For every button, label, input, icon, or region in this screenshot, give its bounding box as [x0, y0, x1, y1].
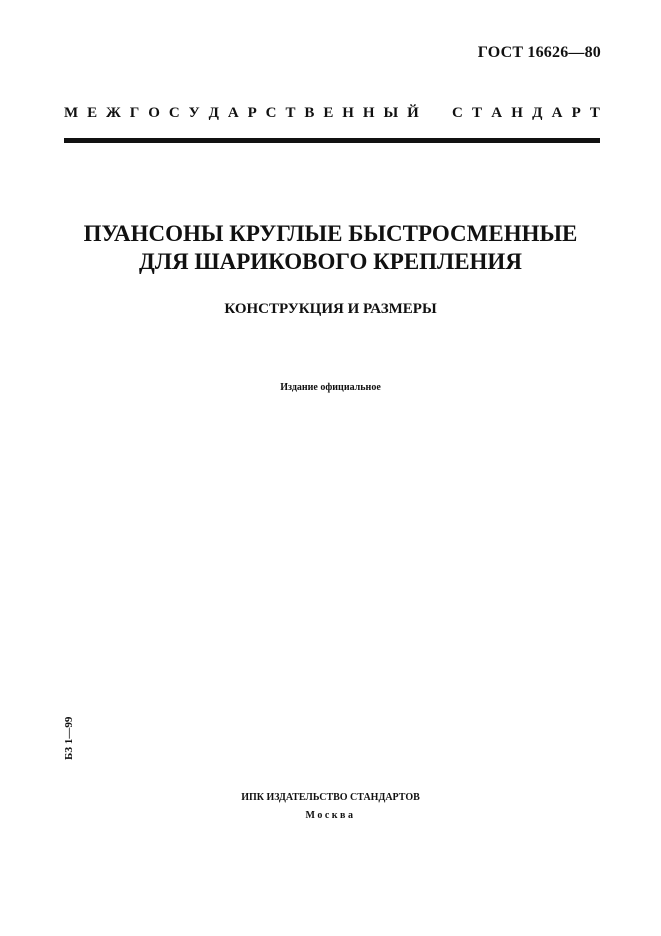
- edition-note: Издание официальное: [280, 382, 381, 393]
- document-title: [30, 220, 631, 276]
- document-title-line-2: ДЛЯ ШАРИКОВОГО КРЕПЛЕНИЯ: [139, 249, 522, 274]
- gost-number: ГОСТ 16626—80: [477, 44, 601, 61]
- document-subtitle: КОНСТРУКЦИЯ И РАЗМЕРЫ: [224, 301, 437, 317]
- header-divider: [64, 138, 600, 143]
- publisher: ИПК ИЗДАТЕЛЬСТВО СТАНДАРТОВ: [241, 792, 420, 803]
- standard-type: [64, 105, 600, 122]
- document-title-line-1: ПУАНСОНЫ КРУГЛЫЕ БЫСТРОСМЕННЫЕ: [83, 221, 578, 246]
- side-code: БЗ 1—99: [63, 716, 75, 760]
- standard-type-word-2: С Т А Н Д А Р Т: [452, 105, 600, 121]
- publisher-city: Москва: [305, 810, 356, 821]
- standard-type-word-1: М Е Ж Г О С У Д А Р С Т В Е Н Н Ы Й: [64, 105, 419, 121]
